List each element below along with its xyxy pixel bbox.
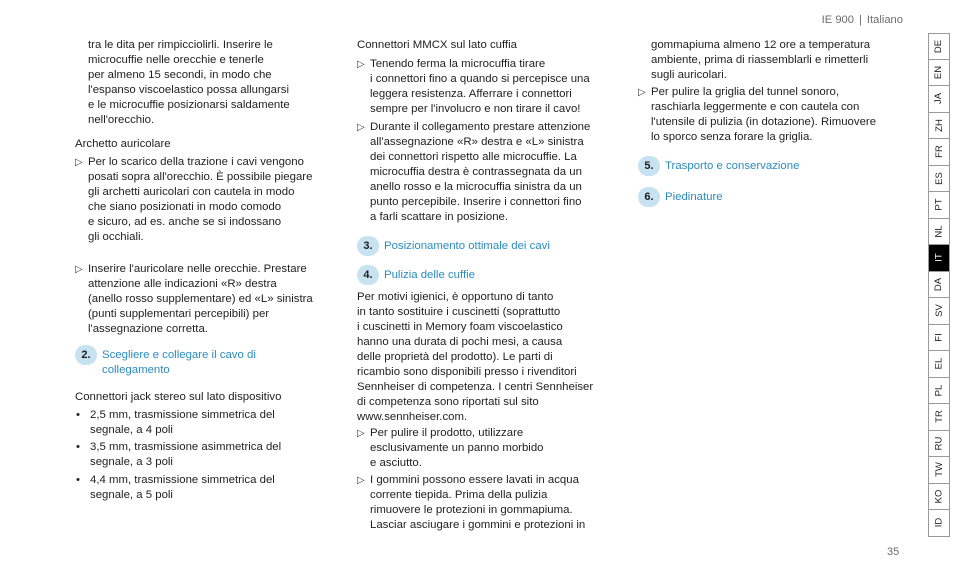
text-line: www.sennheiser.com.	[357, 411, 468, 423]
text-line: l'espanso viscoelastico possa allungarsi	[88, 84, 289, 96]
language-tab-label: FI	[933, 333, 945, 342]
text-line: di competenza sono riportati sul sito	[357, 396, 539, 408]
mmcx-heading: Connettori MMCX sul lato cuffia	[357, 39, 517, 51]
gommini-instruction	[357, 473, 627, 533]
durante-instruction	[357, 120, 627, 225]
section-title-line: Scegliere e collegare il cavo di	[102, 349, 256, 361]
text-line: ambiente, prima di riassemblarli e rimetterli	[651, 54, 869, 66]
text-line: nell'orecchio.	[88, 114, 155, 126]
text-line: microcuffia destra è contrassegnata da un	[370, 166, 582, 178]
text-line: rimuovere le protezioni in gommapiuma.	[370, 504, 573, 516]
language-tab-label: ID	[933, 518, 945, 528]
text-line: Inserire l'auricolare nelle orecchie. Prestare	[88, 263, 307, 275]
section-5-heading	[638, 159, 903, 174]
language-tab-label: KO	[933, 489, 945, 504]
language-tab-label: TR	[933, 410, 945, 424]
text-line: 4,4 mm, trasmissione simmetrica del	[90, 474, 275, 486]
language-tab-label: NL	[933, 225, 945, 238]
text-line: punto percepibile. Inserire i connettori fino	[370, 196, 582, 208]
language-tab-label: DE	[933, 39, 945, 53]
text-line: I gommini possono essere lavati in acqua	[370, 474, 579, 486]
section-3-heading	[357, 239, 627, 254]
archetto-heading: Archetto auricolare	[75, 138, 171, 150]
language-tab-label: SV	[933, 304, 945, 318]
perpulire-instruction	[357, 426, 627, 471]
text-line: leggera resistenza. Afferrare i connettori	[370, 88, 572, 100]
triangle-right-icon: ▷	[357, 122, 365, 133]
header-separator: |	[859, 14, 862, 26]
language-tab-label: FR	[933, 145, 945, 159]
text-line: Per pulire il prodotto, utilizzare	[370, 427, 524, 439]
text-line: attenzione alle indicazioni «R» destra	[88, 278, 277, 290]
triangle-right-icon: ▷	[357, 59, 365, 70]
text-line: Per pulire la griglia del tunnel sonoro,	[651, 86, 840, 98]
text-line: anello rosso e la microcuffia sinistra da un	[370, 181, 582, 193]
inserire-instruction	[75, 262, 345, 337]
griglia-instruction	[638, 85, 903, 145]
text-line: l'utensile di pulizia (in dotazione). Rimuovere	[651, 116, 877, 128]
text-line: i connettori fino a quando si percepisce una	[370, 73, 590, 85]
text-line: e asciutto.	[370, 457, 422, 469]
list-item	[75, 408, 345, 438]
text-line: a farli scattare in posizione.	[370, 211, 509, 223]
section-number-badge: 4.	[357, 265, 379, 285]
section-2-heading	[75, 348, 345, 378]
text-line: Lasciar asciugare i gommini e protezioni in	[370, 519, 586, 531]
text-line: e le microcuffie posizionarsi saldamente	[88, 99, 290, 111]
text-line: Tenendo ferma la microcuffia tirare	[370, 58, 546, 70]
language-tab-tw[interactable]	[929, 457, 949, 484]
text-line: sugli auricolari.	[651, 69, 727, 81]
language-tabs	[928, 33, 950, 537]
text-line: Sennheiser di competenza. I centri Sennheiser	[357, 381, 594, 393]
text-line: posati sopra all'orecchio. È possibile piegare	[88, 171, 313, 183]
language-tab-da[interactable]	[929, 272, 949, 299]
language-tab-en[interactable]	[929, 60, 949, 87]
product-name: IE 900	[821, 14, 855, 26]
text-line: hanno una durata di pochi mesi, a causa	[357, 336, 563, 348]
text-line: segnale, a 5 poli	[90, 489, 173, 501]
text-line: che siano posizionati in modo comodo	[88, 201, 282, 213]
language-tab-id[interactable]	[929, 510, 949, 537]
text-line: segnale, a 3 poli	[90, 456, 173, 468]
text-line: in tanto sostituire i cuscinetti (soprattutto	[357, 306, 561, 318]
bullet-icon: •	[76, 474, 80, 486]
continued-paragraph	[638, 38, 903, 83]
bullet-icon: •	[76, 409, 80, 421]
header-language: Italiano	[866, 14, 903, 26]
language-tab-label: PT	[933, 198, 945, 211]
text-line: all'assegnazione «R» destra e «L» sinistra	[370, 136, 584, 148]
text-line: e sicuro, ad es. anche se si indossano	[88, 216, 282, 228]
section-number-badge: 6.	[638, 187, 660, 207]
page-header	[822, 13, 903, 28]
text-line: i cuscinetti in Memory foam viscoelastico	[357, 321, 563, 333]
text-line: gli archetti auricolari con cautela in modo	[88, 186, 295, 198]
language-tab-es[interactable]	[929, 166, 949, 193]
language-tab-label: EL	[933, 357, 945, 370]
language-tab-label: TW	[933, 462, 945, 478]
text-line: l'assegnazione corretta.	[88, 323, 208, 335]
language-tab-fi[interactable]	[929, 325, 949, 352]
text-line: gli occhiali.	[88, 231, 144, 243]
text-line: (punti supplementari percepibili) per	[88, 308, 270, 320]
column-3	[638, 38, 903, 205]
language-tab-pl[interactable]	[929, 378, 949, 405]
text-line: Per lo scarico della trazione i cavi vengono	[88, 156, 304, 168]
language-tab-ko[interactable]	[929, 484, 949, 511]
column-2	[357, 38, 627, 533]
section-6-heading	[638, 190, 903, 205]
section-number-badge: 2.	[75, 345, 97, 365]
section-title: Posizionamento ottimale dei cavi	[384, 240, 550, 252]
language-tab-label: EN	[933, 65, 945, 79]
language-tab-it[interactable]	[929, 245, 949, 272]
tenendo-instruction	[357, 57, 627, 117]
language-tab-el[interactable]	[929, 351, 949, 378]
text-line: microcuffie nelle orecchie e tenerle	[88, 54, 264, 66]
triangle-right-icon: ▷	[357, 475, 365, 486]
text-line: ricambio sono disponibili presso i rivenditori	[357, 366, 577, 378]
text-line: esclusivamente un panno morbido	[370, 442, 544, 454]
intro-paragraph	[75, 38, 345, 128]
text-line: (anello rosso supplementare) ed «L» sinistra	[88, 293, 313, 305]
section-number-badge: 5.	[638, 156, 660, 176]
language-tab-sv[interactable]	[929, 298, 949, 325]
triangle-right-icon: ▷	[75, 264, 83, 275]
language-tab-tr[interactable]	[929, 404, 949, 431]
triangle-right-icon: ▷	[357, 428, 365, 439]
list-item	[75, 473, 345, 503]
text-line: 3,5 mm, trasmissione asimmetrica del	[90, 441, 282, 453]
language-tab-fr[interactable]	[929, 139, 949, 166]
text-line: 2,5 mm, trasmissione simmetrica del	[90, 409, 275, 421]
language-tab-label: ZH	[933, 118, 945, 132]
language-tab-label: PL	[933, 384, 945, 397]
section-number-badge: 3.	[357, 236, 379, 256]
text-line: Per motivi igienici, è opportuno di tanto	[357, 291, 554, 303]
text-line: gommapiuma almeno 12 ore a temperatura	[651, 39, 871, 51]
pulizia-paragraph	[357, 290, 627, 425]
text-line: lo sporco senza forare la griglia.	[651, 131, 813, 143]
column-1	[75, 38, 345, 503]
text-line: tra le dita per rimpicciolirli. Inserire le	[88, 39, 273, 51]
language-tab-zh[interactable]	[929, 113, 949, 140]
section-title: Trasporto e conservazione	[665, 160, 800, 172]
page-number: 35	[887, 546, 900, 558]
language-tab-nl[interactable]	[929, 219, 949, 246]
archetto-instruction	[75, 155, 345, 245]
language-tab-label: ES	[933, 171, 945, 185]
text-line: raschiarla leggermente e con cautela con	[651, 101, 860, 113]
language-tab-label: IT	[933, 253, 945, 262]
jack-heading: Connettori jack stereo sul lato dispositivo	[75, 391, 282, 403]
text-line: sempre per l'involucro e non tirare il cavo!	[370, 103, 581, 115]
language-tab-pt[interactable]	[929, 192, 949, 219]
section-title: Pulizia delle cuffie	[384, 269, 475, 281]
triangle-right-icon: ▷	[75, 157, 83, 168]
text-line: segnale, a 4 poli	[90, 424, 173, 436]
text-line: dei connettori rispetto alle microcuffie. La	[370, 151, 577, 163]
language-tab-ru[interactable]	[929, 431, 949, 458]
language-tab-label: DA	[933, 277, 945, 291]
list-item	[75, 440, 345, 470]
section-title-line: collegamento	[102, 364, 170, 376]
text-line: corrente tiepida. Prima della pulizia	[370, 489, 548, 501]
text-line: Durante il collegamento prestare attenzione	[370, 121, 591, 133]
bullet-icon: •	[76, 441, 80, 453]
language-tab-label: RU	[933, 436, 945, 451]
section-title: Piedinature	[665, 191, 723, 203]
section-4-heading	[357, 268, 627, 283]
triangle-right-icon: ▷	[638, 87, 646, 98]
language-tab-ja[interactable]	[929, 86, 949, 113]
text-line: delle proprietà del prodotto). Le parti di	[357, 351, 553, 363]
language-tab-label: JA	[933, 93, 945, 105]
language-tab-de[interactable]	[929, 33, 949, 60]
text-line: per almeno 15 secondi, in modo che	[88, 69, 272, 81]
